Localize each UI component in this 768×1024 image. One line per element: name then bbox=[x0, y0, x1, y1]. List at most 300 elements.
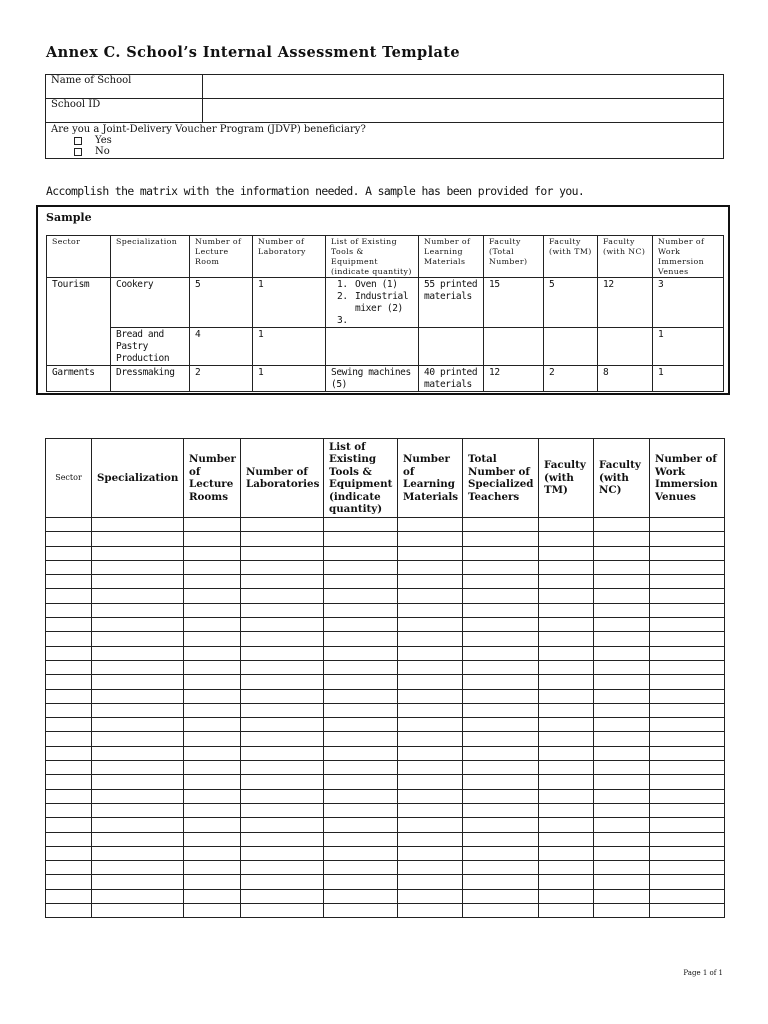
matrix-input-cell[interactable] bbox=[241, 761, 324, 775]
matrix-input-cell[interactable] bbox=[46, 803, 92, 817]
jdvp-option-yes[interactable] bbox=[51, 135, 718, 146]
matrix-input-cell[interactable] bbox=[92, 532, 184, 546]
matrix-input-cell[interactable] bbox=[594, 532, 650, 546]
matrix-input-cell[interactable] bbox=[184, 603, 241, 617]
matrix-input-cell[interactable] bbox=[594, 618, 650, 632]
matrix-input-cell[interactable] bbox=[463, 660, 539, 674]
matrix-header-row bbox=[46, 439, 725, 518]
matrix-input-cell[interactable] bbox=[594, 546, 650, 560]
matrix-input-cell[interactable] bbox=[46, 575, 92, 589]
matrix-input-cell[interactable] bbox=[92, 632, 184, 646]
matrix-input-cell[interactable] bbox=[398, 546, 463, 560]
matrix-input-cell[interactable] bbox=[92, 846, 184, 860]
matrix-input-cell[interactable] bbox=[324, 675, 398, 689]
matrix-input-cell[interactable] bbox=[92, 646, 184, 660]
matrix-input-cell[interactable] bbox=[92, 732, 184, 746]
matrix-input-cell[interactable] bbox=[539, 718, 594, 732]
matrix-input-cell[interactable] bbox=[594, 703, 650, 717]
matrix-input-cell[interactable] bbox=[463, 518, 539, 532]
school-name-field[interactable] bbox=[203, 75, 724, 99]
matrix-input-cell[interactable] bbox=[539, 603, 594, 617]
matrix-input-cell[interactable] bbox=[650, 732, 725, 746]
matrix-input-cell[interactable] bbox=[241, 603, 324, 617]
matrix-input-cell[interactable] bbox=[398, 532, 463, 546]
matrix-input-cell[interactable] bbox=[324, 803, 398, 817]
matrix-input-cell[interactable] bbox=[463, 746, 539, 760]
matrix-input-cell[interactable] bbox=[594, 718, 650, 732]
matrix-input-cell[interactable] bbox=[324, 689, 398, 703]
matrix-input-cell[interactable] bbox=[539, 518, 594, 532]
checkbox-no[interactable] bbox=[74, 148, 82, 156]
matrix-input-cell[interactable] bbox=[398, 775, 463, 789]
matrix-input-cell[interactable] bbox=[650, 904, 725, 918]
matrix-input-cell[interactable] bbox=[184, 646, 241, 660]
matrix-input-cell[interactable] bbox=[539, 532, 594, 546]
matrix-input-cell[interactable] bbox=[539, 632, 594, 646]
matrix-input-cell[interactable] bbox=[324, 718, 398, 732]
matrix-input-cell[interactable] bbox=[46, 818, 92, 832]
matrix-input-cell[interactable] bbox=[241, 532, 324, 546]
sample-header-cell: Faculty (Total Number) bbox=[484, 236, 544, 278]
matrix-input-cell[interactable] bbox=[184, 875, 241, 889]
matrix-input-cell[interactable] bbox=[184, 732, 241, 746]
matrix-input-cell[interactable] bbox=[46, 518, 92, 532]
matrix-input-cell[interactable] bbox=[463, 775, 539, 789]
matrix-input-cell[interactable] bbox=[92, 775, 184, 789]
matrix-input-cell[interactable] bbox=[594, 646, 650, 660]
sample-cell-venues: 3 bbox=[653, 278, 724, 328]
matrix-input-cell[interactable] bbox=[594, 761, 650, 775]
matrix-input-cell[interactable] bbox=[184, 818, 241, 832]
matrix-input-cell[interactable] bbox=[46, 746, 92, 760]
matrix-input-cell[interactable] bbox=[463, 646, 539, 660]
matrix-input-cell[interactable] bbox=[324, 789, 398, 803]
matrix-input-cell[interactable] bbox=[324, 732, 398, 746]
matrix-input-cell[interactable] bbox=[241, 832, 324, 846]
sample-header-cell: Specialization bbox=[111, 236, 190, 278]
matrix-input-cell[interactable] bbox=[594, 518, 650, 532]
matrix-input-cell[interactable] bbox=[184, 660, 241, 674]
matrix-input-cell[interactable] bbox=[184, 861, 241, 875]
matrix-input-cell[interactable] bbox=[241, 618, 324, 632]
matrix-input-cell[interactable] bbox=[92, 675, 184, 689]
matrix-input-cell[interactable] bbox=[324, 603, 398, 617]
matrix-input-cell[interactable] bbox=[241, 718, 324, 732]
matrix-input-cell[interactable] bbox=[398, 718, 463, 732]
matrix-input-cell[interactable] bbox=[650, 846, 725, 860]
matrix-input-cell[interactable] bbox=[463, 846, 539, 860]
matrix-input-cell[interactable] bbox=[184, 518, 241, 532]
matrix-input-cell[interactable] bbox=[594, 689, 650, 703]
matrix-input-cell[interactable] bbox=[650, 718, 725, 732]
matrix-input-cell[interactable] bbox=[594, 675, 650, 689]
sample-cell-faculty-nc: 12 bbox=[598, 278, 653, 328]
matrix-input-cell[interactable] bbox=[92, 546, 184, 560]
matrix-input-cell[interactable] bbox=[241, 689, 324, 703]
matrix-input-cell[interactable] bbox=[184, 746, 241, 760]
matrix-input-cell[interactable] bbox=[46, 632, 92, 646]
matrix-input-cell[interactable] bbox=[324, 861, 398, 875]
matrix-row bbox=[46, 718, 725, 732]
matrix-input-cell[interactable] bbox=[594, 818, 650, 832]
instruction-text: Accomplish the matrix with the information needed. A sample has been provided for you. bbox=[46, 184, 585, 198]
matrix-input-cell[interactable] bbox=[398, 660, 463, 674]
matrix-input-cell[interactable] bbox=[650, 589, 725, 603]
matrix-input-cell[interactable] bbox=[324, 703, 398, 717]
matrix-input-cell[interactable] bbox=[46, 589, 92, 603]
matrix-input-cell[interactable] bbox=[241, 675, 324, 689]
matrix-input-cell[interactable] bbox=[241, 861, 324, 875]
matrix-input-cell[interactable] bbox=[46, 703, 92, 717]
matrix-input-cell[interactable] bbox=[184, 775, 241, 789]
matrix-input-cell[interactable] bbox=[539, 560, 594, 574]
matrix-input-cell[interactable] bbox=[92, 861, 184, 875]
matrix-input-cell[interactable] bbox=[241, 632, 324, 646]
matrix-input-cell[interactable] bbox=[184, 689, 241, 703]
matrix-input-cell[interactable] bbox=[539, 846, 594, 860]
matrix-input-cell[interactable] bbox=[241, 803, 324, 817]
matrix-input-cell[interactable] bbox=[324, 618, 398, 632]
sample-row bbox=[47, 366, 724, 392]
matrix-input-cell[interactable] bbox=[463, 532, 539, 546]
matrix-input-cell[interactable] bbox=[324, 575, 398, 589]
matrix-input-cell[interactable] bbox=[241, 732, 324, 746]
matrix-input-cell[interactable] bbox=[398, 689, 463, 703]
matrix-input-cell[interactable] bbox=[46, 732, 92, 746]
matrix-input-cell[interactable] bbox=[46, 861, 92, 875]
matrix-input-cell[interactable] bbox=[92, 589, 184, 603]
matrix-input-cell[interactable] bbox=[539, 703, 594, 717]
matrix-input-cell[interactable] bbox=[539, 761, 594, 775]
jdvp-option-no[interactable] bbox=[51, 146, 718, 157]
matrix-input-cell[interactable] bbox=[184, 832, 241, 846]
matrix-input-cell[interactable] bbox=[539, 646, 594, 660]
matrix-input-cell[interactable] bbox=[463, 589, 539, 603]
matrix-input-cell[interactable] bbox=[398, 746, 463, 760]
matrix-input-cell[interactable] bbox=[463, 703, 539, 717]
matrix-input-cell[interactable] bbox=[463, 689, 539, 703]
matrix-input-cell[interactable] bbox=[92, 575, 184, 589]
matrix-row bbox=[46, 775, 725, 789]
matrix-input-cell[interactable] bbox=[398, 832, 463, 846]
matrix-input-cell[interactable] bbox=[184, 546, 241, 560]
matrix-input-cell[interactable] bbox=[184, 904, 241, 918]
matrix-input-cell[interactable] bbox=[650, 832, 725, 846]
matrix-input-cell[interactable] bbox=[184, 703, 241, 717]
matrix-input-cell[interactable] bbox=[184, 632, 241, 646]
matrix-input-cell[interactable] bbox=[184, 718, 241, 732]
matrix-input-cell[interactable] bbox=[463, 818, 539, 832]
matrix-input-cell[interactable] bbox=[92, 818, 184, 832]
matrix-input-cell[interactable] bbox=[594, 575, 650, 589]
matrix-input-cell[interactable] bbox=[398, 818, 463, 832]
matrix-input-cell[interactable] bbox=[650, 775, 725, 789]
matrix-input-cell[interactable] bbox=[324, 875, 398, 889]
matrix-input-cell[interactable] bbox=[184, 761, 241, 775]
matrix-input-cell[interactable] bbox=[650, 675, 725, 689]
checkbox-yes[interactable] bbox=[74, 137, 82, 145]
matrix-input-cell[interactable] bbox=[46, 560, 92, 574]
matrix-input-cell[interactable] bbox=[594, 846, 650, 860]
matrix-input-cell[interactable] bbox=[92, 560, 184, 574]
matrix-input-cell[interactable] bbox=[398, 675, 463, 689]
matrix-input-cell[interactable] bbox=[241, 818, 324, 832]
matrix-input-cell[interactable] bbox=[650, 818, 725, 832]
matrix-input-cell[interactable] bbox=[324, 660, 398, 674]
matrix-input-cell[interactable] bbox=[92, 904, 184, 918]
matrix-input-cell[interactable] bbox=[241, 775, 324, 789]
matrix-header-cell: Specialization bbox=[92, 439, 184, 518]
matrix-input-cell[interactable] bbox=[539, 732, 594, 746]
matrix-input-cell[interactable] bbox=[184, 560, 241, 574]
matrix-input-cell[interactable] bbox=[594, 904, 650, 918]
matrix-input-cell[interactable] bbox=[46, 603, 92, 617]
matrix-input-cell[interactable] bbox=[398, 904, 463, 918]
matrix-input-cell[interactable] bbox=[324, 746, 398, 760]
matrix-input-cell[interactable] bbox=[650, 703, 725, 717]
matrix-input-cell[interactable] bbox=[324, 775, 398, 789]
matrix-input-cell[interactable] bbox=[324, 889, 398, 903]
school-name-label: Name of School bbox=[46, 75, 203, 99]
matrix-input-cell[interactable] bbox=[463, 889, 539, 903]
matrix-input-cell[interactable] bbox=[241, 846, 324, 860]
matrix-input-cell[interactable] bbox=[463, 575, 539, 589]
matrix-input-cell[interactable] bbox=[324, 518, 398, 532]
matrix-input-cell[interactable] bbox=[650, 660, 725, 674]
matrix-input-cell[interactable] bbox=[650, 532, 725, 546]
matrix-input-cell[interactable] bbox=[398, 518, 463, 532]
matrix-input-cell[interactable] bbox=[594, 660, 650, 674]
matrix-input-cell[interactable] bbox=[539, 789, 594, 803]
matrix-input-cell[interactable] bbox=[46, 675, 92, 689]
matrix-input-cell[interactable] bbox=[46, 789, 92, 803]
matrix-input-cell[interactable] bbox=[539, 689, 594, 703]
matrix-input-cell[interactable] bbox=[539, 746, 594, 760]
matrix-input-cell[interactable] bbox=[594, 861, 650, 875]
matrix-input-cell[interactable] bbox=[539, 575, 594, 589]
matrix-input-cell[interactable] bbox=[92, 889, 184, 903]
matrix-input-cell[interactable] bbox=[92, 875, 184, 889]
matrix-input-cell[interactable] bbox=[324, 560, 398, 574]
matrix-input-cell[interactable] bbox=[398, 618, 463, 632]
matrix-input-cell[interactable] bbox=[398, 589, 463, 603]
matrix-input-cell[interactable] bbox=[594, 803, 650, 817]
matrix-input-cell[interactable] bbox=[650, 646, 725, 660]
matrix-input-cell[interactable] bbox=[241, 575, 324, 589]
matrix-input-cell[interactable] bbox=[398, 761, 463, 775]
matrix-input-cell[interactable] bbox=[594, 746, 650, 760]
matrix-input-cell[interactable] bbox=[92, 761, 184, 775]
matrix-input-cell[interactable] bbox=[463, 603, 539, 617]
matrix-input-cell[interactable] bbox=[184, 675, 241, 689]
matrix-input-cell[interactable] bbox=[46, 646, 92, 660]
matrix-input-cell[interactable] bbox=[324, 632, 398, 646]
matrix-input-cell[interactable] bbox=[241, 789, 324, 803]
matrix-input-cell[interactable] bbox=[594, 789, 650, 803]
school-id-field[interactable] bbox=[203, 99, 724, 123]
matrix-input-cell[interactable] bbox=[398, 732, 463, 746]
matrix-input-cell[interactable] bbox=[594, 889, 650, 903]
matrix-input-cell[interactable] bbox=[539, 861, 594, 875]
matrix-input-cell[interactable] bbox=[46, 904, 92, 918]
matrix-input-cell[interactable] bbox=[650, 789, 725, 803]
matrix-input-cell[interactable] bbox=[184, 846, 241, 860]
matrix-input-cell[interactable] bbox=[594, 832, 650, 846]
matrix-input-cell[interactable] bbox=[46, 532, 92, 546]
matrix-input-cell[interactable] bbox=[241, 560, 324, 574]
matrix-input-cell[interactable] bbox=[241, 589, 324, 603]
matrix-input-cell[interactable] bbox=[92, 746, 184, 760]
matrix-input-cell[interactable] bbox=[650, 861, 725, 875]
matrix-input-cell[interactable] bbox=[92, 803, 184, 817]
matrix-input-cell[interactable] bbox=[539, 618, 594, 632]
matrix-input-cell[interactable] bbox=[46, 660, 92, 674]
matrix-input-cell[interactable] bbox=[539, 546, 594, 560]
matrix-input-cell[interactable] bbox=[324, 532, 398, 546]
matrix-input-cell[interactable] bbox=[398, 803, 463, 817]
matrix-input-cell[interactable] bbox=[92, 703, 184, 717]
matrix-input-cell[interactable] bbox=[324, 589, 398, 603]
matrix-input-cell[interactable] bbox=[539, 889, 594, 903]
matrix-input-cell[interactable] bbox=[184, 575, 241, 589]
matrix-input-cell[interactable] bbox=[650, 803, 725, 817]
matrix-input-cell[interactable] bbox=[650, 875, 725, 889]
matrix-input-cell[interactable] bbox=[650, 689, 725, 703]
matrix-input-cell[interactable] bbox=[463, 546, 539, 560]
matrix-input-cell[interactable] bbox=[324, 832, 398, 846]
matrix-input-cell[interactable] bbox=[594, 732, 650, 746]
matrix-input-cell[interactable] bbox=[594, 560, 650, 574]
matrix-input-cell[interactable] bbox=[463, 675, 539, 689]
matrix-input-cell[interactable] bbox=[463, 632, 539, 646]
matrix-input-cell[interactable] bbox=[324, 904, 398, 918]
matrix-input-cell[interactable] bbox=[650, 618, 725, 632]
matrix-input-cell[interactable] bbox=[398, 603, 463, 617]
matrix-input-cell[interactable] bbox=[241, 875, 324, 889]
matrix-input-cell[interactable] bbox=[650, 546, 725, 560]
matrix-input-cell[interactable] bbox=[92, 718, 184, 732]
matrix-input-cell[interactable] bbox=[650, 761, 725, 775]
matrix-input-cell[interactable] bbox=[463, 789, 539, 803]
matrix-input-cell[interactable] bbox=[46, 618, 92, 632]
matrix-input-cell[interactable] bbox=[92, 518, 184, 532]
matrix-input-cell[interactable] bbox=[46, 761, 92, 775]
matrix-input-cell[interactable] bbox=[594, 775, 650, 789]
matrix-input-cell[interactable] bbox=[539, 675, 594, 689]
matrix-input-cell[interactable] bbox=[241, 646, 324, 660]
matrix-input-cell[interactable] bbox=[650, 518, 725, 532]
matrix-input-cell[interactable] bbox=[241, 518, 324, 532]
matrix-input-cell[interactable] bbox=[184, 803, 241, 817]
matrix-input-cell[interactable] bbox=[463, 861, 539, 875]
matrix-input-cell[interactable] bbox=[184, 618, 241, 632]
matrix-input-cell[interactable] bbox=[539, 818, 594, 832]
matrix-input-cell[interactable] bbox=[46, 889, 92, 903]
matrix-input-cell[interactable] bbox=[594, 589, 650, 603]
matrix-input-cell[interactable] bbox=[241, 546, 324, 560]
matrix-input-cell[interactable] bbox=[398, 646, 463, 660]
matrix-input-cell[interactable] bbox=[184, 889, 241, 903]
matrix-input-cell[interactable] bbox=[46, 718, 92, 732]
matrix-input-cell[interactable] bbox=[463, 803, 539, 817]
matrix-input-cell[interactable] bbox=[324, 846, 398, 860]
matrix-input-cell[interactable] bbox=[324, 646, 398, 660]
matrix-input-cell[interactable] bbox=[539, 875, 594, 889]
matrix-input-cell[interactable] bbox=[398, 703, 463, 717]
matrix-input-cell[interactable] bbox=[92, 689, 184, 703]
matrix-input-cell[interactable] bbox=[539, 803, 594, 817]
matrix-input-cell[interactable] bbox=[46, 689, 92, 703]
matrix-input-cell[interactable] bbox=[539, 832, 594, 846]
matrix-input-cell[interactable] bbox=[398, 861, 463, 875]
matrix-input-cell[interactable] bbox=[241, 904, 324, 918]
matrix-input-cell[interactable] bbox=[398, 560, 463, 574]
matrix-input-cell[interactable] bbox=[92, 832, 184, 846]
matrix-input-cell[interactable] bbox=[650, 889, 725, 903]
matrix-input-cell[interactable] bbox=[594, 603, 650, 617]
matrix-input-cell[interactable] bbox=[463, 560, 539, 574]
matrix-input-cell[interactable] bbox=[184, 589, 241, 603]
matrix-input-cell[interactable] bbox=[594, 632, 650, 646]
matrix-input-cell[interactable] bbox=[241, 660, 324, 674]
matrix-input-cell[interactable] bbox=[184, 789, 241, 803]
matrix-input-cell[interactable] bbox=[463, 875, 539, 889]
matrix-input-cell[interactable] bbox=[463, 732, 539, 746]
matrix-input-cell[interactable] bbox=[463, 761, 539, 775]
sample-header-cell: Number of Laboratory bbox=[253, 236, 326, 278]
matrix-input-cell[interactable] bbox=[594, 875, 650, 889]
matrix-input-cell[interactable] bbox=[398, 889, 463, 903]
matrix-input-cell[interactable] bbox=[92, 603, 184, 617]
page-number: Page 1 of 1 bbox=[683, 969, 723, 977]
sample-header-cell: Sector bbox=[47, 236, 111, 278]
matrix-input-cell[interactable] bbox=[46, 875, 92, 889]
matrix-input-cell[interactable] bbox=[398, 575, 463, 589]
matrix-input-cell[interactable] bbox=[650, 603, 725, 617]
matrix-input-cell[interactable] bbox=[184, 532, 241, 546]
matrix-input-cell[interactable] bbox=[398, 789, 463, 803]
matrix-input-cell[interactable] bbox=[46, 775, 92, 789]
matrix-input-cell[interactable] bbox=[398, 875, 463, 889]
matrix-input-cell[interactable] bbox=[324, 761, 398, 775]
matrix-input-cell[interactable] bbox=[241, 703, 324, 717]
matrix-input-cell[interactable] bbox=[463, 618, 539, 632]
matrix-input-cell[interactable] bbox=[324, 818, 398, 832]
matrix-input-cell[interactable] bbox=[46, 832, 92, 846]
matrix-input-cell[interactable] bbox=[398, 632, 463, 646]
matrix-input-cell[interactable] bbox=[241, 889, 324, 903]
matrix-input-cell[interactable] bbox=[539, 589, 594, 603]
matrix-input-cell[interactable] bbox=[398, 846, 463, 860]
matrix-input-cell[interactable] bbox=[92, 618, 184, 632]
matrix-input-cell[interactable] bbox=[92, 660, 184, 674]
matrix-input-cell[interactable] bbox=[324, 546, 398, 560]
matrix-input-cell[interactable] bbox=[46, 846, 92, 860]
matrix-input-cell[interactable] bbox=[539, 775, 594, 789]
matrix-input-cell[interactable] bbox=[650, 746, 725, 760]
matrix-input-cell[interactable] bbox=[650, 632, 725, 646]
matrix-input-cell[interactable] bbox=[539, 904, 594, 918]
matrix-input-cell[interactable] bbox=[539, 660, 594, 674]
matrix-input-cell[interactable] bbox=[463, 832, 539, 846]
matrix-input-cell[interactable] bbox=[463, 718, 539, 732]
matrix-input-cell[interactable] bbox=[46, 546, 92, 560]
matrix-input-cell[interactable] bbox=[650, 575, 725, 589]
matrix-input-cell[interactable] bbox=[463, 904, 539, 918]
matrix-input-cell[interactable] bbox=[241, 746, 324, 760]
matrix-input-cell[interactable] bbox=[650, 560, 725, 574]
matrix-input-cell[interactable] bbox=[92, 789, 184, 803]
